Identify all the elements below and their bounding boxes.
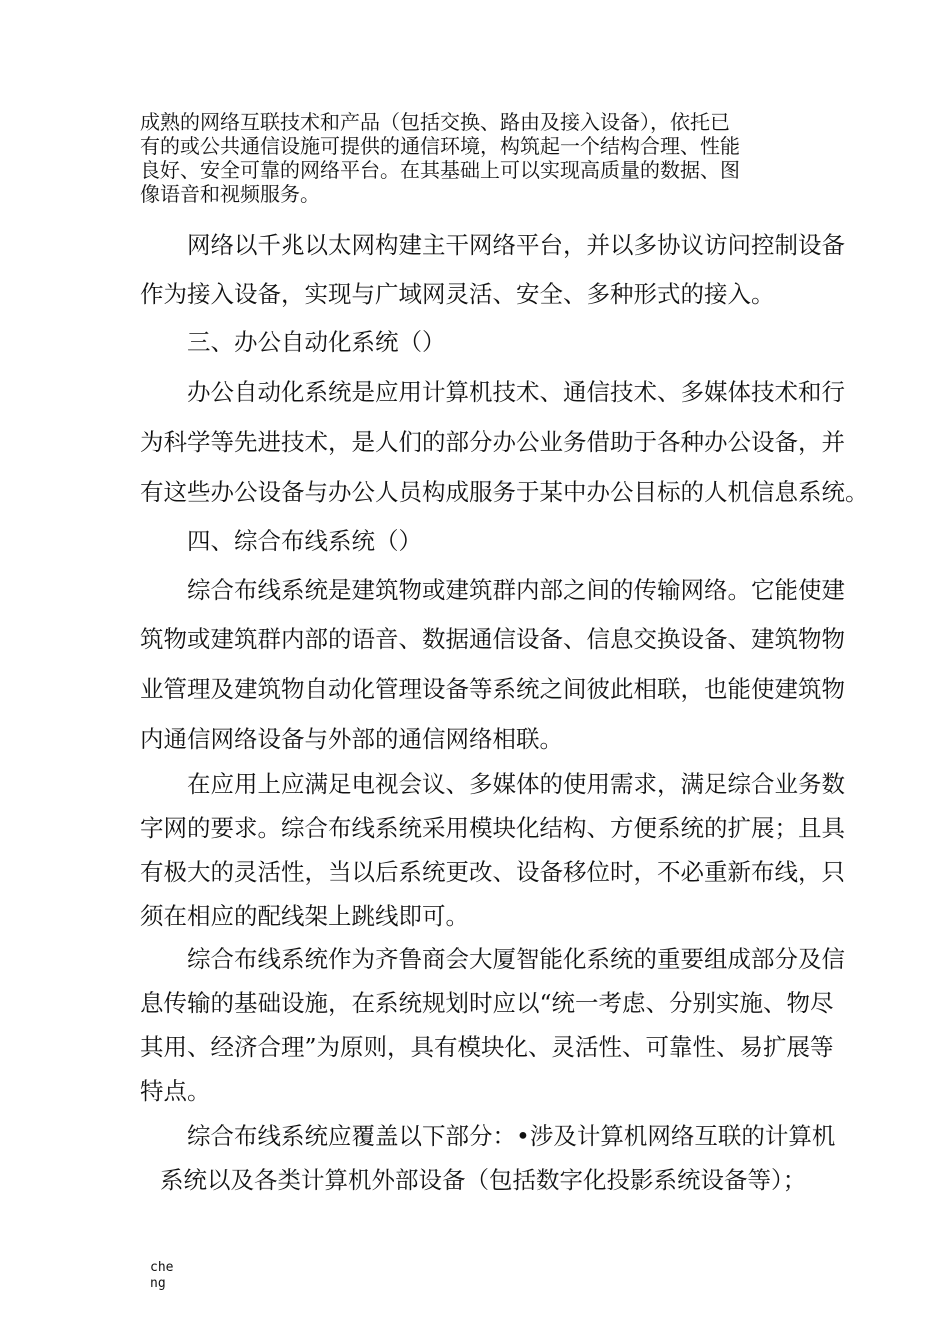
paragraph-3-line-1: 为科学等先进技术，是人们的部分办公业务借助于各种办公设备，并 xyxy=(140,428,845,456)
paragraph-6-line-2: 有极大的灵活性，当以后系统更改、设备移位时，不必重新布线，只 xyxy=(140,858,845,886)
paragraph-8-line-0: 综合布线系统应覆盖以下部分：•涉及计算机网络互联的计算机 xyxy=(187,1122,836,1150)
paragraph-3-line-2: 有这些办公设备与办公人员构成服务于某中办公目标的人机信息系统。 xyxy=(140,478,869,506)
paragraph-1-line-1: 作为接入设备，实现与广域网灵活、安全、多种形式的接入。 xyxy=(140,280,775,308)
paragraph-0-line-3: 像语音和视频服务。 xyxy=(140,182,320,206)
section-heading-4: 四、综合布线系统（） xyxy=(187,527,422,555)
paragraph-0-line-0: 成熟的网络互联技术和产品（包括交换、路由及接入设备），依托已 xyxy=(140,110,730,134)
paragraph-7-line-2: 其用、经济合理”为原则，具有模块化、灵活性、可靠性、易扩展等 xyxy=(140,1033,834,1061)
paragraph-5-line-1: 筑物或建筑群内部的语音、数据通信设备、信息交换设备、建筑物物 xyxy=(140,625,845,653)
paragraph-1-line-0: 网络以千兆以太网构建主干网络平台，并以多协议访问控制设备 xyxy=(187,231,845,259)
paragraph-6-line-0: 在应用上应满足电视会议、多媒体的使用需求，满足综合业务数 xyxy=(187,770,845,798)
paragraph-6-line-1: 字网的要求。综合布线系统采用模块化结构、方便系统的扩展；且具 xyxy=(140,814,845,842)
paragraph-0-line-1: 有的或公共通信设施可提供的通信环境，构筑起一个结构合理、性能 xyxy=(140,134,740,158)
paragraph-5-line-0: 综合布线系统是建筑物或建筑群内部之间的传输网络。它能使建 xyxy=(187,576,845,604)
paragraph-5-line-2: 业管理及建筑物自动化管理设备等系统之间彼此相联，也能使建筑物 xyxy=(140,675,845,703)
section-heading-3: 三、办公自动化系统（） xyxy=(187,328,446,356)
paragraph-5-line-3: 内通信网络设备与外部的通信网络相联。 xyxy=(140,725,563,753)
footer-text: cheng xyxy=(150,1260,174,1291)
paragraph-8-line-1: 系统以及各类计算机外部设备（包括数字化投影系统设备等）； xyxy=(160,1166,807,1194)
paragraph-7-line-3: 特点。 xyxy=(140,1077,211,1105)
paragraph-7-line-0: 综合布线系统作为齐鲁商会大厦智能化系统的重要组成部分及信 xyxy=(187,945,845,973)
paragraph-0-line-2: 良好、安全可靠的网络平台。在其基础上可以实现高质量的数据、图 xyxy=(140,158,740,182)
paragraph-7-line-1: 息传输的基础设施，在系统规划时应以“统一考虑、分别实施、物尽 xyxy=(140,989,834,1017)
paragraph-6-line-3: 须在相应的配线架上跳线即可。 xyxy=(140,902,469,930)
paragraph-3-line-0: 办公自动化系统是应用计算机技术、通信技术、多媒体技术和行 xyxy=(187,378,845,406)
